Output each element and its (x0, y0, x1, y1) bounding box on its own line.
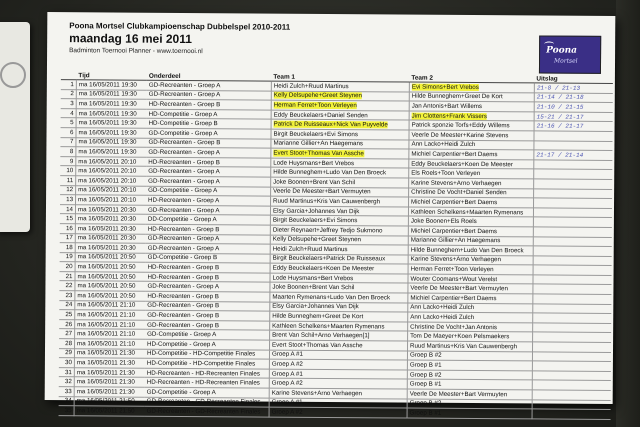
team1-cell-text: Groep A #2 (271, 379, 303, 388)
match-time: ma 16/05/2011 19:30 (76, 128, 147, 138)
match-number: 1 (61, 80, 77, 90)
result-cell (534, 160, 613, 170)
club-logo (539, 35, 601, 73)
match-discipline: GD-Competitie - Groep A (145, 387, 270, 397)
result-cell (534, 131, 613, 141)
team2-cell-text: Groep B #2 (409, 351, 442, 360)
team2-cell-text: Els Roels+Toon Verleyen (411, 169, 481, 178)
result-cell (532, 409, 611, 419)
match-discipline: GD-Competitie - Groep B (146, 253, 271, 263)
result-cell-text: 21-16 / 21-17 (536, 122, 584, 130)
team1-cell-text: Karine Stevens+Arno Verhaegen (271, 389, 363, 398)
team1-cell-text: Dieter Reynaert+Jeffrey Tedjo Sukmono (272, 226, 383, 235)
match-discipline: GD-Recreanten - Groep A (146, 243, 271, 253)
match-time: ma 16/05/2011 20:30 (75, 224, 146, 234)
match-number: 26 (59, 319, 75, 329)
schedule-sheet (45, 12, 616, 417)
result-cell (534, 150, 613, 160)
result-cell (533, 342, 612, 352)
match-time: ma 16/05/2011 21:30 (74, 368, 145, 378)
result-cell (532, 400, 611, 410)
match-time: ma 16/05/2011 21:10 (75, 310, 146, 320)
match-time: ma 16/05/2011 20:10 (76, 166, 147, 176)
col-team2: Team 2 (409, 74, 534, 83)
match-time: ma 16/05/2011 21:30 (74, 348, 145, 358)
match-number: 7 (60, 137, 76, 147)
team1-cell-text: Joke Boonen+Brent Van Schil (273, 178, 356, 186)
sheet-header (69, 21, 290, 56)
match-number: 21 (59, 271, 75, 281)
team1-cell-text: Patrick De Ruisseaux+Nick Van Puyvelde (273, 120, 388, 129)
team1-cell-text: Hilde Bunneghem+Greet De Kort (272, 312, 364, 321)
match-time: ma 16/05/2011 19:30 (76, 137, 147, 147)
match-discipline: GD-Recreanten - Groep A (146, 176, 271, 186)
match-discipline: GD-Recreanten - GD-Recreanten Finales (145, 406, 270, 416)
team2-cell-text: Christine De Vocht+Jan Antonis (410, 323, 498, 331)
match-time: ma 16/05/2011 20:30 (75, 233, 146, 243)
result-cell-text: 15-21 / 21-17 (536, 113, 584, 121)
match-discipline: HD-Recreanten - HD-Recreanten Finales (145, 368, 270, 378)
match-time: ma 16/05/2011 21:10 (75, 329, 146, 339)
club-line: Poona Mortsel Clubkampioenschap Dubbelspel 2010-2011 (69, 21, 291, 32)
result-cell (534, 188, 613, 198)
match-time: ma 16/05/2011 19:30 (76, 118, 147, 128)
match-discipline: GD-Recreanten - Groep A (145, 282, 270, 292)
team1-cell-text: Evert Stoot+Thomas Van Assche (272, 341, 363, 350)
team1-cell-text: Heidi Zulch+Ruud Martinus (273, 82, 349, 90)
result-cell (533, 227, 612, 237)
match-number: 8 (60, 147, 76, 157)
team1-cell-text: Birgit Beuckelaers+Evi Simons (272, 216, 358, 225)
team2-cell-text: Michiel Carpentier+Bert Daems (411, 150, 498, 159)
match-time: ma 16/05/2011 21:10 (75, 339, 146, 349)
team1-cell-text: Marianne Gillier+An Haegemans (273, 139, 364, 148)
match-time: ma 16/05/2011 20:50 (75, 252, 146, 262)
team1-cell-text: Brent Van Schil+Arno Verhaegen[1] (272, 331, 370, 340)
match-discipline: GD-Recreanten - Groep B (145, 320, 270, 330)
result-cell (534, 83, 613, 93)
team2-cell-text: Groep B #1 (409, 380, 442, 388)
team2-cell-text: Veerle De Meester+Karine Stevens (411, 131, 509, 140)
logo-text: Poona (546, 45, 578, 56)
match-discipline: HD-Recreanten - Groep A (146, 195, 271, 205)
team1-cell-text: Evert Stoot+Thomas Van Assche (273, 149, 364, 158)
result-cell (532, 390, 611, 400)
match-number: 33 (59, 387, 75, 397)
team2-cell-text: Kathleen Schelkens+Maarten Rymenans (410, 208, 524, 216)
match-number: 2 (61, 89, 77, 99)
logo-subtext: Mortsel (554, 57, 578, 65)
match-discipline: HD-Recreanten - Groep B (147, 99, 272, 109)
match-number: 16 (60, 224, 76, 234)
result-cell (534, 102, 613, 112)
result-cell (533, 208, 612, 218)
team2-cell-text: Ann Lacko+Heidi Zulch (410, 304, 475, 312)
team2-cell-text: Michiel Carpentier+Bert Daems (411, 198, 498, 207)
match-number: 15 (60, 214, 76, 224)
col-onderdeel: Onderdeel (147, 72, 272, 81)
team2-cell-text: Veerle De Meester+Bart Vermuyten (410, 284, 508, 293)
result-cell (533, 246, 612, 256)
team2-cell-text: Evi Simons+Bert Vrebos (411, 83, 479, 91)
result-cell (533, 304, 612, 314)
circle-icon (0, 62, 26, 88)
match-time: ma 16/05/2011 21:30 (74, 358, 145, 368)
match-number: 5 (61, 118, 77, 128)
result-cell-text: 21-14 / 21-18 (536, 93, 584, 102)
team1-cell-text: Groep A #1 (271, 398, 303, 407)
team2-cell-text: Jim Clottens+Frank Vissers (411, 112, 488, 120)
result-cell (533, 294, 612, 304)
match-time: ma 16/05/2011 20:50 (75, 272, 146, 282)
team1-cell-text: Kathleen Schelkens+Maarten Rymenans (272, 322, 385, 331)
team2-cell-text: Christine De Vocht+Daniel Senden (411, 188, 507, 197)
match-discipline: GD-Recreanten - Groep B (145, 310, 270, 320)
team1-cell-text: Groep A #1 (271, 351, 303, 359)
match-number: 14 (60, 204, 76, 214)
match-time: ma 16/05/2011 21:30 (74, 377, 145, 387)
team2-cell-text: Wouter Coomans+Wout Verelst (410, 275, 498, 283)
col-tijd: Tijd (76, 71, 147, 80)
team1-cell-text: Lode Huysmans+Bert Vrebos (273, 159, 355, 167)
match-time: ma 16/05/2011 20:50 (75, 281, 146, 291)
team1-cell-text: Ruud Martinus+Kris Van Cauwenbergh (273, 197, 381, 206)
match-number: 17 (60, 233, 76, 243)
match-time: ma 16/05/2011 19:30 (76, 80, 147, 90)
match-time: ma 16/05/2011 20:10 (76, 195, 147, 205)
team1-cell-text: Kelly Delsupehe+Greet Steynen (273, 91, 363, 100)
team2-cell-text: Groep B #1 (409, 409, 442, 417)
match-number: 12 (60, 185, 76, 195)
match-time: ma 16/05/2011 21:30 (74, 387, 145, 397)
team2-cell-text: Ann Lacko+Heidi Zulch (410, 313, 475, 322)
match-time: ma 16/05/2011 20:30 (75, 243, 146, 253)
result-cell (534, 140, 613, 150)
match-discipline: HD-Competitie - Groep A (145, 339, 270, 349)
result-cell (534, 179, 613, 189)
result-cell (533, 256, 612, 266)
match-time: ma 16/05/2011 20:10 (76, 176, 147, 186)
match-time: ma 16/05/2011 19:30 (76, 147, 147, 157)
match-time: ma 16/05/2011 19:30 (76, 109, 147, 119)
result-cell (534, 121, 613, 131)
match-discipline: GD-Recreanten - Groep A (146, 205, 271, 215)
schedule-date: maandag 16 mei 2011 (69, 31, 192, 47)
match-discipline: DD-Competitie - Groep A (146, 215, 271, 225)
match-number: 6 (60, 128, 76, 138)
team2-cell-text: Ruud Martinus+Kris Van Cauwenbergh (410, 342, 518, 351)
team2-cell-text: Patrick sponzie Torfs+Eddy Willems (411, 121, 510, 130)
team2-cell-text: Groep B #2 (409, 371, 442, 379)
result-cell (532, 352, 611, 362)
result-cell (532, 380, 611, 390)
match-time: ma 16/05/2011 21:10 (75, 320, 146, 330)
team2-cell-text: Eddy Beuckelaers+Koen De Meester (411, 160, 513, 168)
match-discipline: HD-Competitie - Groep A (147, 109, 272, 119)
col-team1: Team 1 (271, 73, 409, 82)
team1-cell-text: Maarten Rymenans+Ludo Van Den Broeck (272, 293, 391, 302)
team1-cell-text: Kelly Delsupehe+Greet Steynen (272, 235, 362, 244)
team2-cell-text: Michiel Carpentier+Bert Daems (410, 227, 498, 235)
match-time: ma 16/05/2011 19:30 (76, 89, 147, 99)
match-number: 31 (59, 367, 75, 377)
match-discipline: HD-Recreanten - Groep B (146, 262, 271, 272)
match-discipline: HD-Recreanten - Groep B (145, 272, 270, 282)
team1-cell-text: Birgit Beuckelaers+Evi Simons (273, 130, 358, 138)
result-cell (533, 217, 612, 227)
result-cell (533, 275, 612, 285)
match-number: 18 (60, 243, 76, 253)
result-cell (534, 93, 613, 103)
result-cell (532, 371, 611, 381)
team2-cell-text: Hilde Bunneghem+Greet De Kort (411, 92, 503, 101)
team2-cell-text: Jan Antonis+Bart Willems (411, 102, 483, 111)
result-cell (533, 313, 612, 323)
match-number: 32 (59, 377, 75, 387)
match-number: 22 (59, 281, 75, 291)
match-number: 13 (60, 195, 76, 205)
match-discipline: HD-Recreanten - Groep B (145, 291, 270, 301)
match-discipline: GD-Recreanten - Groep B (145, 301, 270, 311)
match-number: 28 (59, 339, 75, 349)
match-number: 20 (60, 262, 76, 272)
team1-cell-text: Joke Boonen+Brent Van Schil (272, 283, 355, 292)
team2-cell-text: Marianne Gillier+An Haegemans (410, 236, 501, 245)
team2-cell-text: Michiel Carpentier+Bert Daems (410, 294, 497, 303)
match-time: ma 16/05/2011 20:10 (76, 156, 147, 166)
team1-cell (269, 407, 407, 418)
result-cell-text: 21-8 / 21-13 (536, 84, 581, 92)
match-number: 9 (60, 156, 76, 166)
match-number: 34 (59, 396, 75, 406)
result-cell (533, 284, 612, 294)
match-number: 30 (59, 358, 75, 368)
match-discipline: GD-Recreanten - GD-Recreanten Finales (145, 397, 270, 407)
result-cell (533, 323, 612, 333)
team2-cell-text: Veerle De Meester+Bart Vermuyten (409, 390, 508, 399)
match-number: 11 (60, 176, 76, 186)
result-cell (534, 198, 613, 208)
match-time: ma 16/05/2011 20:30 (75, 214, 146, 224)
team1-cell-text: Birgit Beuckelaers+Patrick De Ruisseaux (272, 255, 386, 263)
match-discipline: HD-Recreanten - Groep B (146, 157, 271, 167)
result-cell (533, 332, 612, 342)
left-sign (0, 22, 30, 232)
team2-cell-text: Tom De Maeyer+Koen Pelsmaekers (410, 332, 510, 341)
result-cell-text: 21-10 / 21-15 (536, 103, 584, 111)
team1-cell-text: Lode Huysmans+Bert Vrebos (272, 274, 354, 282)
team2-cell-text: Herman Ferret+Toon Verleyen (410, 265, 494, 274)
team1-cell-text: Eddy Beuckelaers+Daniel Senden (273, 111, 368, 119)
team1-cell-text: Groep A #2 (271, 360, 303, 368)
right-edge (616, 0, 640, 427)
team1-cell-text: Groep A #1 (271, 370, 303, 378)
team2-cell-text: Karine Stevens+Arno Verhaegen (411, 179, 502, 187)
team1-cell-text: Elsy Garcia+Johannes Van Dijk (272, 207, 360, 215)
match-time: ma 16/05/2011 20:30 (75, 204, 146, 214)
result-cell (534, 169, 613, 179)
match-time: ma 16/05/2011 20:50 (75, 291, 146, 301)
match-discipline: GD-Competitie - Groep A (146, 186, 271, 196)
match-table (59, 71, 613, 420)
match-number: 24 (59, 300, 75, 310)
team1-cell-text: Groep A #2 (271, 408, 303, 416)
match-number: 19 (60, 252, 76, 262)
team2-cell-text: Joke Boonen+Els Roels (410, 217, 477, 226)
match-discipline: GD-Competitie - Groep A (146, 128, 271, 138)
team2-cell-text: Groep B #1 (409, 361, 442, 369)
match-time: ma 16/05/2011 19:30 (76, 99, 147, 109)
match-discipline: GD-Recreanten - Groep A (147, 80, 272, 90)
match-number: 23 (59, 291, 75, 301)
team2-cell-text: Hilde Bunneghem+Ludo Van Den Broeck (410, 246, 524, 255)
match-discipline: HD-Recreanten - HD-Recreanten Finales (145, 378, 270, 388)
team1-cell-text: Eddy Beuckelaers+Koen De Meester (272, 264, 375, 273)
match-time: ma 16/05/2011 21:50 (74, 406, 145, 416)
result-cell (534, 112, 613, 122)
result-cell (532, 361, 611, 371)
match-discipline: GD-Recreanten - Groep A (147, 90, 272, 100)
match-discipline: HD-Competitie - HD-Competitie Finales (145, 349, 270, 359)
team1-cell-text: Hilde Bunneghem+Ludo Van Den Broeck (273, 168, 387, 177)
team1-cell-text: Herman Ferret+Toon Verleyen (273, 101, 357, 110)
result-cell (533, 265, 612, 275)
match-time: ma 16/05/2011 21:10 (75, 300, 146, 310)
match-number: 29 (59, 348, 75, 358)
result-cell (533, 236, 612, 246)
match-discipline: GD-Recreanten - Groep A (146, 147, 271, 157)
team1-cell-text: Veerle De Meester+Bart Vermuyten (273, 187, 371, 196)
team2-cell-text: Groep B #2 (409, 399, 442, 408)
planner-credit: Badminton Toernooi Planner - www.toernooi.nl (69, 47, 203, 56)
match-number: 27 (59, 329, 75, 339)
match-discipline: GD-Competitie - Groep A (145, 330, 270, 340)
match-number: 35 (59, 406, 75, 416)
match-time: ma 16/05/2011 20:50 (75, 262, 146, 272)
match-time: ma 16/05/2011 21:50 (74, 396, 145, 406)
match-discipline: GD-Recreanten - Groep A (146, 234, 271, 244)
match-discipline: HD-Recreanten - Groep B (146, 224, 271, 234)
match-number: 10 (60, 166, 76, 176)
match-discipline: GD-Recreanten - Groep A (146, 167, 271, 177)
team1-cell-text: Heidi Zulch+Ruud Martinus (272, 245, 348, 254)
match-time: ma 16/05/2011 20:10 (76, 185, 147, 195)
match-number: 25 (59, 310, 75, 320)
team2-cell (407, 408, 532, 418)
col-uitslag: Uitslag (534, 74, 613, 83)
match-discipline: HD-Competitie - Groep B (147, 119, 272, 129)
team1-cell-text: Elsy Garcia+Johannes Van Dijk (272, 303, 359, 311)
result-cell-text: 21-17 / 21-14 (536, 151, 584, 159)
team2-cell-text: Ann Lacko+Heidi Zulch (411, 140, 476, 149)
team2-cell-text: Karine Stevens+Arno Verhaegen (410, 256, 501, 264)
match-discipline: HD-Competitie - HD-Competitie Finales (145, 358, 270, 368)
match-discipline: GD-Recreanten - Groep B (146, 138, 271, 148)
match-number: 3 (61, 99, 77, 109)
match-number: 4 (61, 108, 77, 118)
